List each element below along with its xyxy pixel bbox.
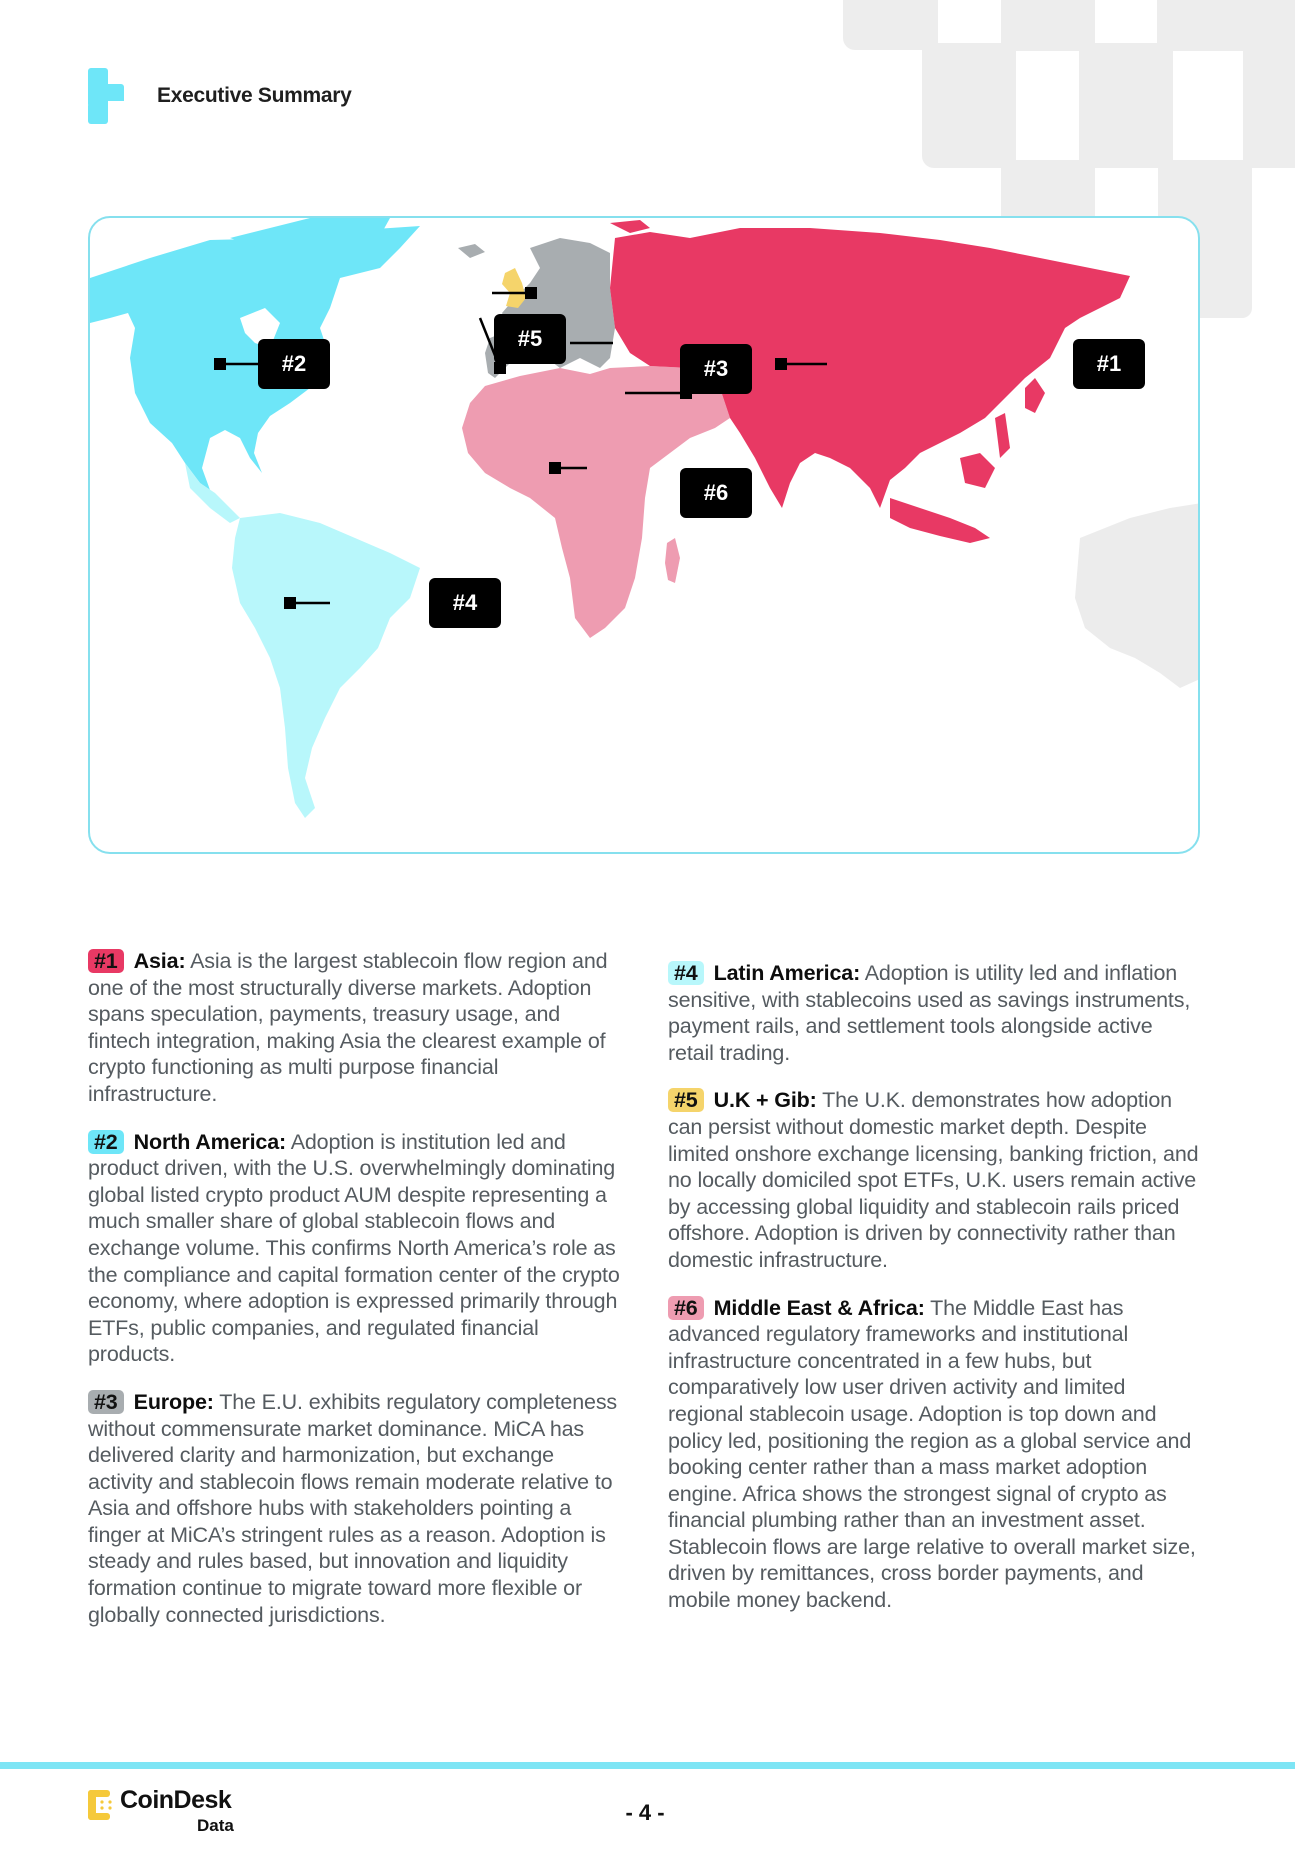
world-map — [88, 216, 1200, 854]
brand-logo-icon — [88, 68, 126, 124]
region-text: Adoption is institution led and product driven, with the U.S. overwhelmingly dominating global listed crypto product AUM despite representing a much smaller share of global stablecoin flows and exchange volume. This confirms North America’s role as the compliance and capital formation center of the crypto economy, where adoption is expressed primarily through ETFs, public companies, and regulated financial products. — [88, 1129, 620, 1367]
region-north-america — [90, 226, 420, 490]
section-north-america — [88, 1129, 623, 1368]
map-label-1[interactable]: #1 — [1073, 339, 1145, 389]
region-text: The Middle East has advanced regulatory frameworks and institutional infrastructure concentrated in a few hubs, but comparatively low user driven activity and limited regional stablecoin usage. Adoption is top down and policy led, positioning the region as a global service and booking center rather than a mass market adoption engine. Africa shows the strongest signal of crypto as financial plumbing rather than an investment asset. Stablecoin flows are large relative to overall market size, driven by remittances, cross border payments, and mobile money backend. — [668, 1295, 1196, 1613]
footer-divider — [0, 1762, 1295, 1769]
section-asia — [88, 948, 623, 1108]
right-column — [668, 960, 1203, 1635]
rank-badge: #3 — [88, 1390, 124, 1414]
map-label-2[interactable]: #2 — [258, 339, 330, 389]
region-oceania — [1075, 503, 1200, 688]
region-text: Asia is the largest stablecoin flow region and one of the most structurally diverse markets. Adoption spans speculation, payments, treasury usage, and fintech integration, making Asia the clearest example of crypto functioning as multi purpose financial infrastructure. — [88, 949, 608, 1106]
region-text: The E.U. exhibits regulatory completeness without commensurate market dominance. MiCA has delivered clarity and harmonization, but exchange activity and stablecoin flows remain moderate relative to Asia and offshore hubs with stakeholders pointing a finger at MiCA’s stringent rules as a reason. Adoption is steady and rules based, but innovation and liquidity formation continue to migrate toward more flexible or globally connected jurisdictions. — [88, 1389, 618, 1627]
region-name: North America: — [133, 1129, 287, 1154]
map-label-5[interactable]: #5 — [494, 314, 566, 364]
rank-badge: #4 — [668, 961, 704, 985]
region-name: Europe: — [133, 1389, 214, 1414]
rank-badge: #1 — [88, 949, 124, 973]
region-uk — [502, 268, 526, 308]
footer-brand: CoinDesk — [120, 1786, 232, 1814]
section-latin-america — [668, 960, 1203, 1066]
left-column — [88, 948, 623, 1649]
section-europe — [88, 1389, 623, 1628]
region-name: Latin America: — [713, 961, 861, 985]
section-uk-gib — [668, 1087, 1203, 1273]
coindesk-logo-icon — [88, 1790, 116, 1820]
region-name: Asia: — [133, 949, 186, 973]
section-middle-east-africa — [668, 1295, 1203, 1614]
world-map-graphic — [90, 218, 1200, 854]
page-number: - 4 - — [625, 1800, 665, 1825]
region-name: Middle East & Africa: — [713, 1295, 925, 1320]
region-latin-america — [232, 513, 420, 818]
page-title: Executive Summary — [157, 84, 352, 107]
region-madagascar — [665, 538, 680, 583]
region-text: Adoption is utility led and inflation sensitive, with stablecoins used as savings instruments, payment rails, and settlement tools alongside active retail trading. — [668, 961, 1191, 1065]
rank-badge: #6 — [668, 1296, 704, 1320]
map-label-3[interactable]: #3 — [680, 344, 752, 394]
region-svalbard — [610, 220, 650, 233]
region-text: The U.K. demonstrates how adoption can persist without domestic market depth. Despite limited onshore exchange licensing, banking friction, and no locally domiciled spot ETFs, U.K. users remain active by accessing global liquidity and stablecoin rails priced offshore. Adoption is driven by connectivity rather than domestic infrastructure. — [668, 1088, 1199, 1272]
map-label-6[interactable]: #6 — [680, 468, 752, 518]
region-name: U.K + Gib: — [713, 1088, 817, 1113]
rank-badge: #2 — [88, 1130, 124, 1154]
rank-badge: #5 — [668, 1088, 704, 1112]
region-europe-iceland — [458, 244, 485, 258]
map-label-4[interactable]: #4 — [429, 578, 501, 628]
footer-brand-sub: Data — [197, 1816, 234, 1835]
